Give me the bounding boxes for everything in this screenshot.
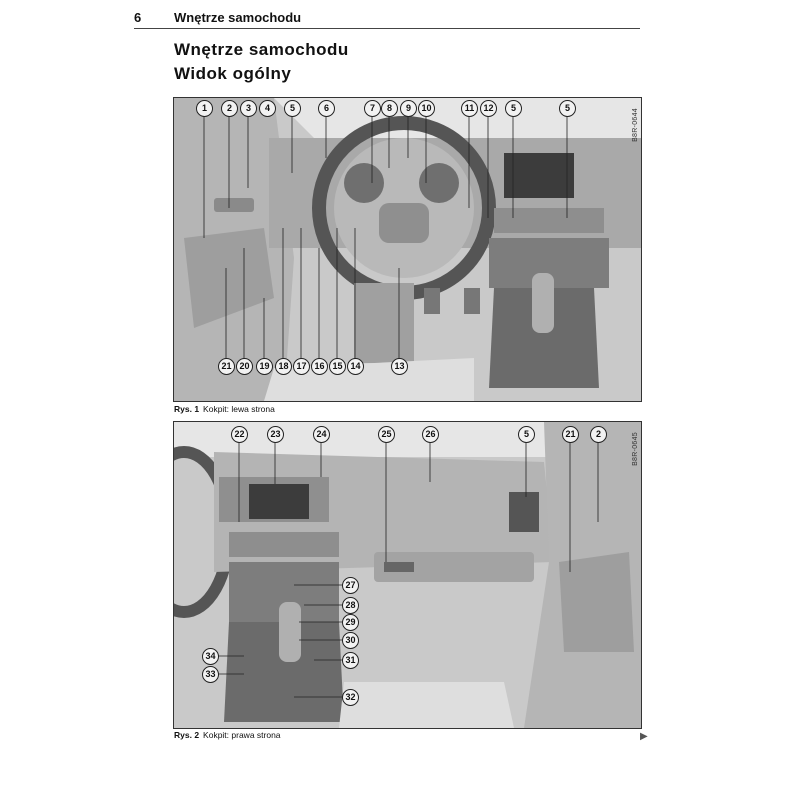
figure-2-cockpit-right [173, 421, 642, 729]
callout-7: 7 [364, 100, 381, 117]
callout-21: 21 [218, 358, 235, 375]
callout-24: 24 [313, 426, 330, 443]
callout-4: 4 [259, 100, 276, 117]
running-header: Wnętrze samochodu [174, 10, 302, 25]
callout-27: 27 [342, 577, 359, 594]
callout-26: 26 [422, 426, 439, 443]
callout-12: 12 [480, 100, 497, 117]
callout-13: 13 [391, 358, 408, 375]
figure-2-illustration [174, 422, 641, 728]
callout-22: 22 [231, 426, 248, 443]
figure-1-cockpit-left [173, 97, 642, 402]
callout-1: 1 [196, 100, 213, 117]
figure-1-illustration [174, 98, 641, 401]
callout-8: 8 [381, 100, 398, 117]
figure-2-ref-code: B8R-0645 [632, 432, 639, 466]
page-number: 6 [134, 10, 142, 25]
callout-14: 14 [347, 358, 364, 375]
callout-10: 10 [418, 100, 435, 117]
callout-28: 28 [342, 597, 359, 614]
figure-1-caption-text: Kokpit: lewa strona [203, 404, 275, 414]
callout-31: 31 [342, 652, 359, 669]
figure-1-caption [174, 404, 275, 414]
figure-2-caption-text: Kokpit: prawa strona [203, 730, 281, 740]
next-page-arrow-icon: ▶ [640, 731, 648, 742]
callout-18: 18 [275, 358, 292, 375]
callout-29: 29 [342, 614, 359, 631]
callout-33: 33 [202, 666, 219, 683]
figure-2-caption [174, 730, 281, 740]
callout-34: 34 [202, 648, 219, 665]
callout-23: 23 [267, 426, 284, 443]
callout-20: 20 [236, 358, 253, 375]
callout-32: 32 [342, 689, 359, 706]
callout-5b: 5 [505, 100, 522, 117]
callout-5c: 5 [559, 100, 576, 117]
callout-5: 5 [284, 100, 301, 117]
section-subtitle: Widok ogólny [174, 64, 292, 83]
callout-17: 17 [293, 358, 310, 375]
callout-2: 2 [221, 100, 238, 117]
callout-30: 30 [342, 632, 359, 649]
callout-2b: 2 [590, 426, 607, 443]
callout-15: 15 [329, 358, 346, 375]
figure-1-ref-code: B8R-0644 [632, 108, 639, 142]
callout-21b: 21 [562, 426, 579, 443]
header-rule [134, 28, 640, 29]
callout-9: 9 [400, 100, 417, 117]
callout-5d: 5 [518, 426, 535, 443]
callout-11: 11 [461, 100, 478, 117]
callout-25: 25 [378, 426, 395, 443]
figure-2-caption-label: Rys. 2 [174, 730, 200, 740]
callout-19: 19 [256, 358, 273, 375]
callout-3: 3 [240, 100, 257, 117]
section-title: Wnętrze samochodu [174, 40, 349, 59]
figure-1-caption-label: Rys. 1 [174, 404, 200, 414]
callout-6: 6 [318, 100, 335, 117]
callout-16: 16 [311, 358, 328, 375]
